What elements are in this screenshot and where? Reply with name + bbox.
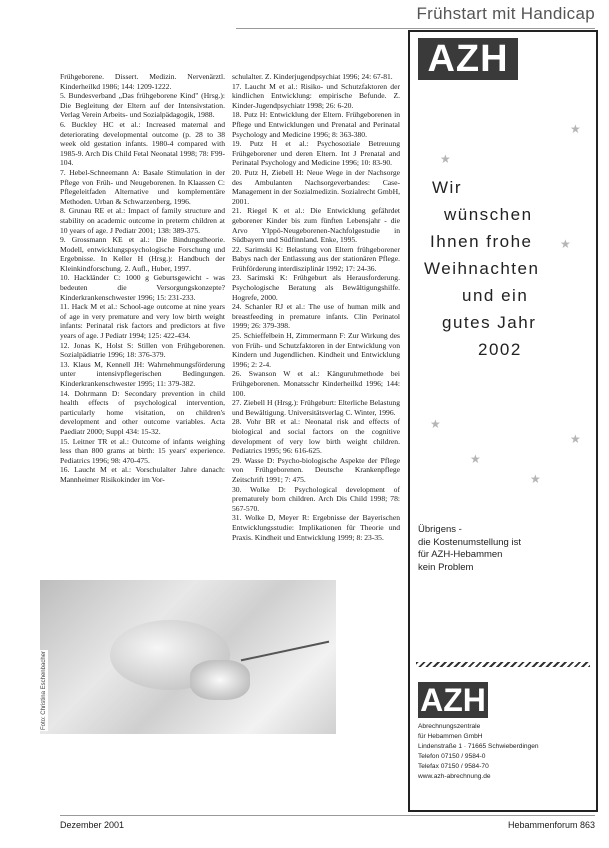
- greeting-line: 2002: [478, 340, 522, 359]
- reference-entry: 7. Hebel-Schneemann A: Basale Stimulation in der Pflege von Früh- und Neugeborenen. In Klaassen C: Pflegeleitfaden Alternative und komplementäre Methoden. Urban & Schwarzenberg, 1996.: [60, 167, 225, 206]
- references-column-2: [232, 72, 400, 542]
- reference-entry: 30. Wolke D: Psychological development of prematurely born children. Arch Dis Child 1998; 78: 567-570.: [232, 484, 400, 513]
- star-icon: ★: [530, 472, 541, 486]
- greeting-line: Wir: [432, 178, 462, 197]
- reference-entry: 15. Leitner TR et al.: Outcome of infants weighing less than 800 grams at birth: 15 years' experience. Pediatrics 1996; 98: 470-475.: [60, 436, 225, 465]
- reference-entry: 20. Putz H, Ziebell H: Neue Wege in der Nachsorge des Ambulanten Nachsorgeverbandes: Case-Management in der Sozialmedizin. Sozialrecht GmbH, 2001.: [232, 167, 400, 206]
- promo-text: [418, 524, 588, 574]
- reference-entry: schulalter. Z. Kinderjugendpsychiat 1996; 24: 67-81.: [232, 72, 393, 81]
- reference-entry: 9. Grossmann KE et al.: Die Bindungstheorie. Modell, entwicklungspsychologische Forschung und Ergebnisse. In Keller H (Hrsg.): Handbuch der Kleinkindforschung. 2. Aufl., Huber, 1997.: [60, 235, 225, 273]
- reference-entry: 22. Sarimski K: Belastung von Eltern frühgeborener Babys nach der Entlassung aus der stationären Pflege. Frühförderung interdisziplinär 1992; 17: 24-36.: [232, 244, 400, 273]
- reference-entry: 11. Hack M et al.: School-age outcome at nine years of age in very premature and very low birth weight infants: Perinatal risk factors and predictors at five years of age. J Pediatr 1994; 125: 422-434.: [60, 302, 225, 341]
- contact-line: Telefon 07150 / 9584-0: [418, 753, 486, 760]
- reference-entry: 23. Sarimski K: Frühgeburt als Herausforderung. Psychologische Beratung als Bewältigungshilfe. Hogrefe, 2000.: [232, 273, 400, 302]
- reference-entry: 27. Ziebell H (Hrsg.): Frühgeburt: Elterliche Belastung und Bewältigung. Universitätsverlag C. Winter, 1996.: [232, 398, 400, 417]
- star-icon: ★: [430, 417, 441, 431]
- photo-infant-hand: [190, 660, 250, 700]
- promo-line: für AZH-Hebammen: [418, 549, 503, 560]
- star-icon: ★: [570, 122, 581, 136]
- reference-entry: 26. Swanson W et al.: Känguruhmethode bei Frühgeborenen. Monatsschr Kinderheilkd 1996; 144: 100.: [232, 369, 400, 398]
- star-icon: ★: [570, 432, 581, 446]
- reference-entry: 29. Wasse D: Psycho-biologische Aspekte der Pflege von Frühgeborenen. Deutsche Krankenpflege Zeitschrift 1991; 7: 475.: [232, 455, 400, 484]
- azh-logo-top: AZH: [418, 38, 518, 80]
- reference-entry: 19. Putz H et al.: Psychosoziale Betreuung Frühgeborener und deren Eltern. Int J Prenatal and Perinatal Psychology and Medicine 1996; 10: 83-90.: [232, 139, 400, 168]
- footer-date: Dezember 2001: [60, 820, 125, 830]
- reference-entry: 28. Vohr BR et al.: Neonatal risk and effects of biological and social factors on the cognitive development of very low birth weight children. Pediatrics 1995; 96: 616-625.: [232, 417, 400, 456]
- reference-entry: 6. Buckley HC et al.: Increased maternal and deteriorating developmental outcome (p. 28 to 38 week old gestation infants. 1980-4 compared with 1985-9. Arch Dis Child Fetal Neonatal 1998; 78: F99-104.: [60, 119, 225, 168]
- references-column-1: [60, 72, 225, 485]
- reference-entry: 14. Dohrmann D: Secondary prevention in child health effects of psychological intervention, particularly home visitation, on children's development and other outcome variables. Acta Paediatr 2000; Suppl 434: 15-32.: [60, 388, 225, 436]
- reference-entry: 5. Bundesverband „Das frühgeborene Kind" (Hrsg.): Die Begleitung der Eltern auf der Intensivstation. Verlag Verein Arbeits- und Sozialpädagogik, 1988.: [60, 91, 225, 120]
- decorative-stripe: [416, 662, 590, 667]
- header-rule: [236, 28, 595, 29]
- premature-infant-photo: [40, 580, 336, 734]
- greeting-line: Weihnachten: [424, 259, 540, 278]
- azh-advertisement: [408, 30, 598, 812]
- reference-entry: 24. Schanler RJ et al.: The use of human milk and breastfeeding in premature infants. Clin Perinatol 1999; 26: 379-398.: [232, 302, 400, 331]
- reference-entry: Frühgeborene. Dissert. Medizin. Nervenärztl. Kinderheilkd 1986; 144: 1209-1222.: [60, 72, 225, 91]
- contact-line: Telefax 07150 / 9584-70: [418, 763, 489, 770]
- reference-entry: 10. Hackländer C: 1000 g Geburtsgewicht - was bedeuten die Versorgungskonzepte? Kinderkrankenschwester 1996; 15: 231-233.: [60, 273, 225, 302]
- contact-line: für Hebammen GmbH: [418, 733, 483, 740]
- greeting-line: gutes Jahr: [442, 313, 537, 332]
- reference-entry: 25. Schieffelbein H, Zimmermann F: Zur Wirkung des von Früh- und Schutzfaktoren in der Entwicklung von Kindern und Jugendlichen. Kindheit und Entwicklung 1996; 2: 2-4.: [232, 331, 400, 369]
- greeting-line: wünschen: [444, 205, 533, 224]
- footer-rule: [60, 815, 595, 816]
- greeting-line: und ein: [462, 286, 529, 305]
- azh-logo-bottom: AZH: [418, 682, 488, 718]
- greeting-line: Ihnen frohe: [430, 232, 533, 251]
- page-header-title: Frühstart mit Handicap: [416, 4, 595, 23]
- reference-entry: 21. Riegel K et al.: Die Entwicklung gefährdet geborener Kinder bis zum fünften Lebensjahr - die Arvo Ylppö-Neugeborenen-Nachfolgestudie in Südbayern und Südfinnland. Enke, 1995.: [232, 206, 400, 245]
- azh-contact-info: [418, 722, 588, 782]
- reference-entry: 18. Putz H: Entwicklung der Eltern. Frühgeborenen in Pflege und Entwicklungen und Prenatal and Perinatal Psychology and Medicine 1996; 8: 363-380.: [232, 110, 400, 139]
- photo-tube: [241, 641, 329, 662]
- contact-line: www.azh-abrechnung.de: [418, 773, 491, 780]
- christmas-greeting: [424, 174, 594, 363]
- reference-entry: 8. Grunau RE et al.: Impact of family structure and stability on academic outcome in preterm children at 10 years of age. J Pediatr 2001; 138: 389-375.: [60, 206, 225, 235]
- star-icon: ★: [440, 152, 451, 166]
- promo-line: die Kostenumstellung ist: [418, 536, 521, 548]
- contact-line: Abrechnungszentrale: [418, 723, 481, 730]
- promo-line: kein Problem: [418, 561, 474, 573]
- reference-entry: 16. Laucht M et al.: Vorschulalter Jahre danach: Mannheimer Risikokinder im Vor-: [60, 465, 225, 484]
- reference-entry: 31. Wolke D, Meyer R: Ergebnisse der Bayerischen Entwicklungsstudie: Implikationen für Theorie und Praxis. Kindheit und Entwicklung 1999; 8: 23-35.: [232, 513, 400, 542]
- star-icon: ★: [560, 237, 571, 251]
- reference-entry: 13. Klaus M, Kennell JH: Wahrnehmungsförderung unter intensivpflegerischen Bedingungen. Kinderkrankenschwester 1995; 11: 379-382.: [60, 359, 225, 388]
- reference-entry: 17. Laucht M et al.: Risiko- und Schutzfaktoren der kindlichen Entwicklung: empirische Befunde. Z. Kinder-Jugendpsychiatr 1998; 26: 6-20.: [232, 81, 400, 110]
- contact-line: Lindenstraße 1 · 71665 Schwieberdingen: [418, 743, 539, 750]
- star-icon: ★: [470, 452, 481, 466]
- footer-page-number: Hebammenforum 863: [507, 820, 595, 830]
- photo-credit: Foto: Christina Eschenbacher: [41, 651, 47, 731]
- promo-line: Übrigens -: [418, 524, 462, 535]
- reference-entry: 12. Jonas K, Holst S: Stillen von Frühgeborenen. Sozialpädiatrie 1996; 18: 376-379.: [60, 340, 225, 360]
